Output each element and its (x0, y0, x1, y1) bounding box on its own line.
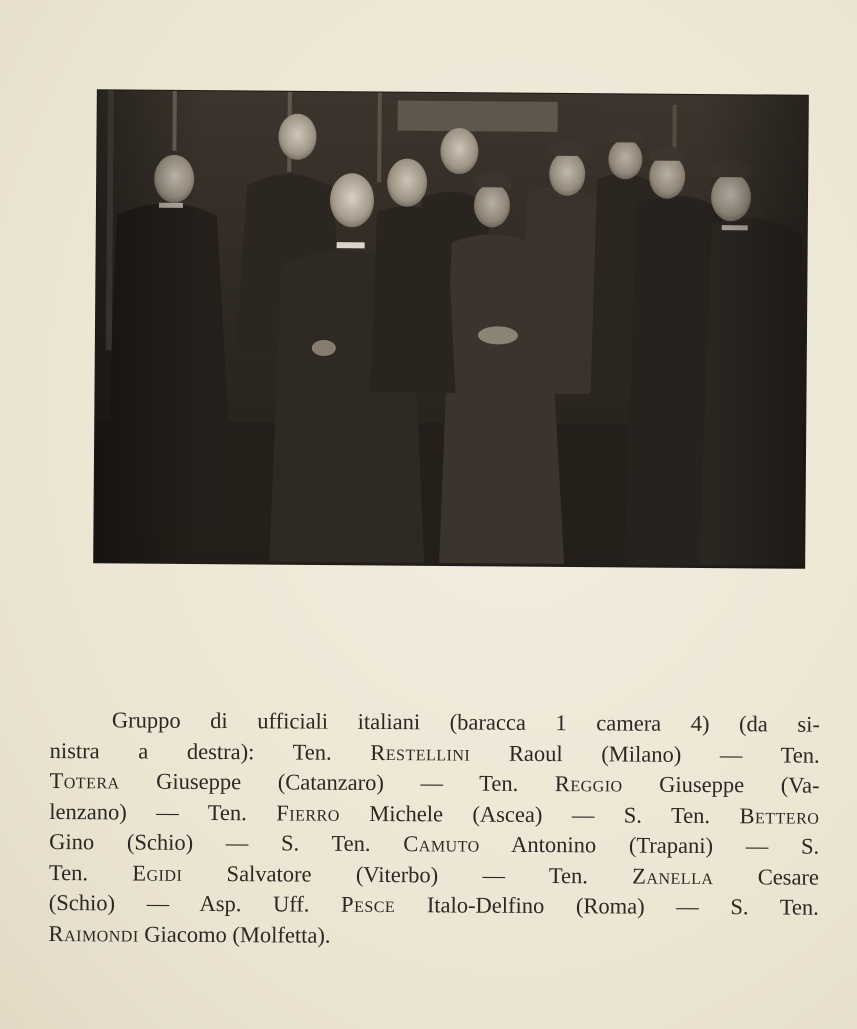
caption-text: Raoul (Milano) — Ten. (470, 740, 820, 768)
officer-surname: Reggio (554, 771, 623, 797)
officer-surname: Raimondi (48, 920, 139, 947)
photo-caption (49, 705, 820, 954)
officer-surname: Restellini (370, 739, 471, 766)
caption-text: Gruppo di ufficiali italiani (baracca 1 camera 4) (da si- (111, 707, 820, 737)
caption-text: Cesare (713, 863, 820, 890)
caption-line (49, 888, 819, 923)
officer-surname: Egidi (132, 860, 183, 886)
caption-text: Giacomo (Molfetta). (138, 921, 331, 948)
caption-line (49, 766, 819, 801)
caption-text: Ten. (48, 859, 133, 886)
officer-surname: Fierro (276, 799, 340, 826)
officer-surname: Camuto (403, 831, 480, 857)
caption-text: (Schio) — Asp. Uff. (48, 889, 342, 917)
caption-line (49, 857, 819, 892)
caption-text: Giuseppe (Catanzaro) — Ten. (119, 768, 555, 797)
caption-text: Salvatore (Viterbo) — Ten. (182, 860, 633, 889)
photo-image (94, 90, 808, 568)
caption-line (49, 918, 819, 953)
group-photo (94, 90, 808, 568)
officer-surname: Bettero (739, 802, 820, 829)
officer-surname: Pesce (341, 891, 396, 918)
officer-surname: Zanella (632, 863, 714, 889)
caption-text: Giuseppe (Va- (622, 771, 820, 798)
caption-line (49, 796, 819, 831)
caption-text: lenzano) — Ten. (49, 798, 277, 825)
caption-text: Antonino (Trapani) — S. (479, 831, 820, 859)
caption-line (49, 827, 819, 862)
caption-line (50, 735, 820, 770)
caption-text: Italo-Delfino (Roma) — S. Ten. (395, 892, 819, 920)
caption-text: Gino (Schio) — S. Ten. (49, 828, 404, 857)
caption-text: nistra a destra): Ten. (49, 737, 371, 765)
caption-text: Michele (Ascea) — S. Ten. (339, 800, 740, 828)
caption-line (50, 705, 820, 740)
officer-surname: Totera (49, 767, 120, 794)
